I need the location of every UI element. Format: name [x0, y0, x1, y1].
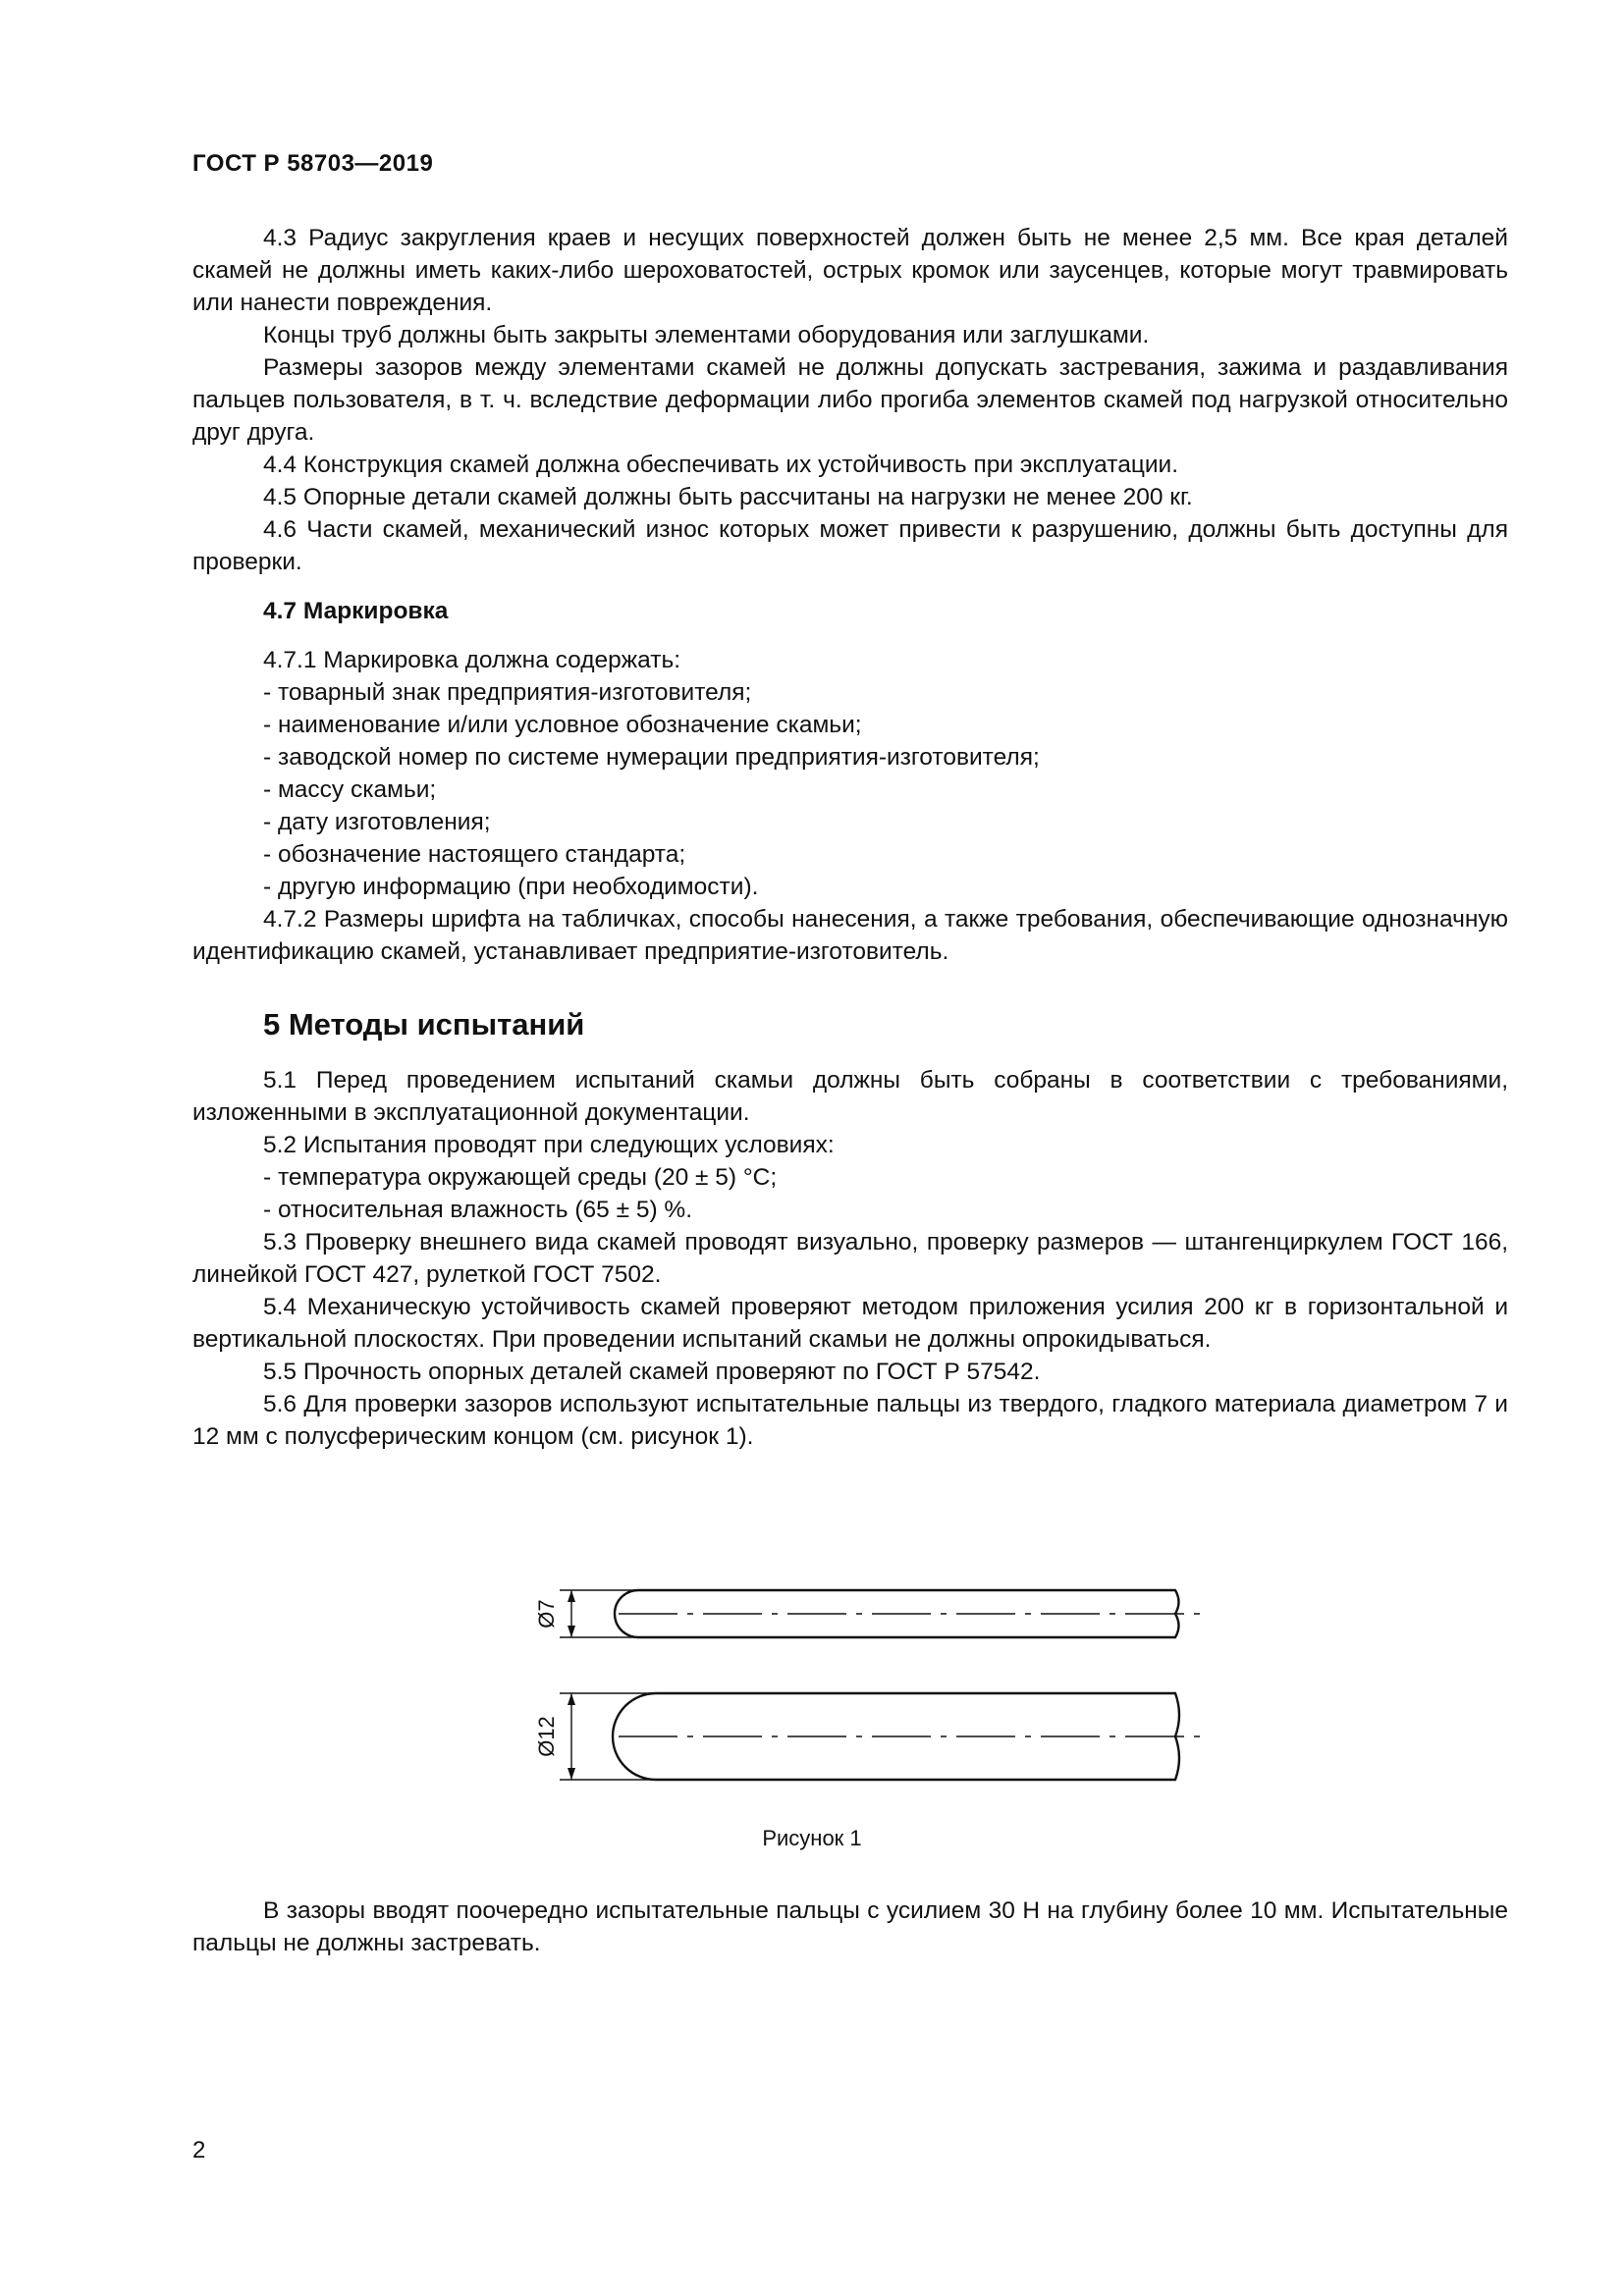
paragraph-4-4: 4.4 Конструкция скамей должна обеспечивать их устойчивость при эксплуатации.	[263, 452, 1179, 478]
finger-large-drawing	[560, 1693, 1200, 1780]
list-item: - обозначение настоящего стандарта;	[263, 841, 686, 868]
dim-label-large: Ø12	[534, 1716, 559, 1757]
after-figure-text	[192, 1895, 1508, 1959]
paragraph-5-2: 5.2 Испытания проводят при следующих условиях:	[263, 1132, 835, 1158]
paragraph-5-4: 5.4 Механическую устойчивость скамей проверяют методом приложения усилия 200 кг в горизонтальной и вертикальной плоскостях. При проведении испытаний скамьи не должны опрокидываться.	[192, 1294, 1508, 1353]
paragraph-5-6: 5.6 Для проверки зазоров используют испытательные пальцы из твердого, гладкого материала диаметром 7 и 12 мм с полусферическим концом (см. рисунок 1).	[192, 1391, 1508, 1450]
list-item: - массу скамьи;	[263, 776, 437, 803]
document-header: ГОСТ Р 58703—2019	[192, 150, 434, 177]
heading-4-7: 4.7 Маркировка	[263, 598, 449, 624]
list-item: - другую информацию (при необходимости).	[263, 874, 759, 900]
list-item: - дату изготовления;	[263, 809, 491, 835]
list-item: - температура окружающей среды (20 ± 5) °С;	[263, 1164, 778, 1191]
paragraph-4-3: 4.3 Радиус закругления краев и несущих поверхностей должен быть не менее 2,5 мм. Все края деталей скамей не должны иметь каких-либо шероховатостей, острых кромок или заусенцев, которые могут травмировать или нанести повреждения.	[192, 225, 1508, 316]
list-item: - заводской номер по системе нумерации предприятия-изготовителя;	[263, 744, 1040, 771]
paragraph-4-7-2: 4.7.2 Размеры шрифта на табличках, способы нанесения, а также требования, обеспечивающие однозначную идентификацию скамей, устанавливает предприятие-изготовитель.	[192, 906, 1508, 965]
paragraph-5-3: 5.3 Проверку внешнего вида скамей проводят визуально, проверку размеров — штангенциркулем ГОСТ 166, линейкой ГОСТ 427, рулеткой ГОСТ 7502.	[192, 1229, 1508, 1288]
list-item: - наименование и/или условное обозначение скамьи;	[263, 712, 862, 738]
list-item: - относительная влажность (65 ± 5) %.	[263, 1197, 693, 1223]
paragraph-4-6: 4.6 Части скамей, механический износ которых может привести к разрушению, должны быть доступны для проверки.	[192, 516, 1508, 575]
paragraph-gaps: Размеры зазоров между элементами скамей не должны допускать застревания, зажима и раздавливания пальцев пользователя, в т. ч. вследствие деформации либо прогиба элементов скамей под нагрузкой относительно друг друга.	[192, 354, 1508, 446]
main-text	[192, 222, 1508, 1453]
page-number: 2	[192, 2137, 206, 2163]
paragraph-after-figure: В зазоры вводят поочередно испытательные пальцы с усилием 30 Н на глубину более 10 мм. Испытательные пальцы не должны застревать.	[192, 1897, 1508, 1956]
paragraph-4-5: 4.5 Опорные детали скамей должны быть рассчитаны на нагрузки не менее 200 кг.	[263, 484, 1193, 510]
paragraph-pipe-ends: Концы труб должны быть закрыты элементами оборудования или заглушками.	[263, 322, 1150, 348]
paragraph-4-7-1: 4.7.1 Маркировка должна содержать:	[263, 647, 681, 673]
finger-small-drawing	[560, 1590, 1200, 1637]
dim-label-small: Ø7	[534, 1599, 559, 1629]
figure-test-fingers	[530, 1531, 1218, 1796]
list-item: - товарный знак предприятия-изготовителя;	[263, 679, 752, 706]
section-5-heading: 5 Методы испытаний	[263, 1007, 585, 1041]
paragraph-5-1: 5.1 Перед проведением испытаний скамьи должны быть собраны в соответствии с требованиями, изложенными в эксплуатационной документации.	[192, 1067, 1508, 1126]
figure-caption: Рисунок 1	[762, 1826, 862, 1850]
paragraph-5-5: 5.5 Прочность опорных деталей скамей проверяют по ГОСТ Р 57542.	[263, 1359, 1041, 1385]
